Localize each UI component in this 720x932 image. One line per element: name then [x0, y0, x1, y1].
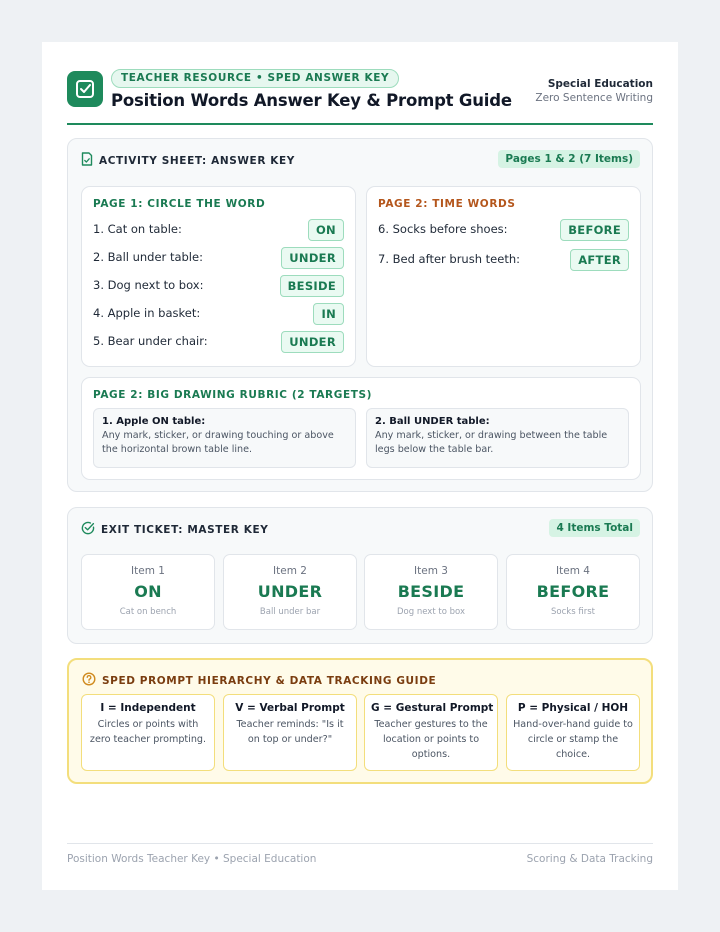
prompt-level-card: [364, 694, 498, 771]
footer-right: Scoring & Data Tracking: [526, 853, 653, 865]
prompt-level-title: G = Gestural Prompt: [371, 702, 494, 714]
exit-ticket-section: [67, 507, 653, 644]
answer-chip: BEFORE: [560, 219, 629, 241]
answer-chip: UNDER: [281, 247, 344, 269]
prompt-level-desc: Teacher gestures to the location or points to options.: [374, 719, 488, 760]
exit-item-answer: ON: [134, 582, 162, 601]
header-meta: [535, 78, 653, 104]
exit-item-answer: BESIDE: [397, 582, 465, 601]
answer-key-page: [42, 42, 678, 890]
page-title: Position Words Answer Key & Prompt Guide: [111, 91, 512, 110]
exit-item-number: Item 4: [556, 565, 590, 577]
rubric-target-title: 2. Ball UNDER table:: [375, 416, 490, 427]
prompt-level-desc: Teacher reminds: "Is it on top or under?": [236, 719, 344, 745]
resource-pill: TEACHER RESOURCE • SPED ANSWER KEY: [111, 69, 399, 88]
exit-item: [223, 554, 357, 630]
answer-row: [378, 219, 629, 241]
exit-ticket-badge: 4 Items Total: [549, 519, 640, 537]
question-text: 7. Bed after brush teeth:: [378, 252, 520, 266]
answer-row: [93, 219, 344, 241]
prompt-level-title: P = Physical / HOH: [517, 702, 629, 714]
unit-label: Zero Sentence Writing: [535, 92, 653, 104]
answer-chip: UNDER: [281, 331, 344, 353]
help-circle-icon: [82, 672, 96, 689]
subject-label: Special Education: [547, 78, 653, 90]
rubric-card: [81, 377, 641, 480]
answer-row: [93, 247, 344, 269]
check-circle-icon: [81, 521, 95, 538]
answer-chip: AFTER: [570, 249, 629, 271]
prompt-level-card: [506, 694, 640, 771]
prompt-level-desc: Hand-over-hand guide to circle or stamp the choice.: [513, 719, 633, 760]
exit-item-hint: Dog next to box: [397, 607, 465, 617]
document-icon: [81, 152, 93, 169]
exit-item-number: Item 1: [131, 565, 165, 577]
exit-item: [506, 554, 640, 630]
prompt-level-card: [223, 694, 357, 771]
exit-item: [81, 554, 215, 630]
exit-item-number: Item 2: [273, 565, 307, 577]
prompt-level-title: I = Independent: [100, 702, 196, 714]
rubric-target-desc: Any mark, sticker, or drawing touching or above the horizontal brown table line.: [102, 430, 334, 455]
answer-chip: BESIDE: [280, 275, 344, 297]
exit-item-hint: Ball under bar: [259, 607, 321, 617]
activity-heading: [81, 152, 295, 169]
answer-row: [378, 249, 629, 271]
rubric-target: [366, 408, 629, 468]
footer-left: Position Words Teacher Key • Special Education: [67, 853, 317, 865]
question-text: 5. Bear under chair:: [93, 334, 208, 348]
answer-chip: ON: [308, 219, 344, 241]
question-text: 3. Dog next to box:: [93, 278, 204, 292]
rubric-target-desc: Any mark, sticker, or drawing between the table legs below the table bar.: [375, 430, 608, 455]
page1-card: [81, 186, 356, 367]
prompt-level-card: [81, 694, 215, 771]
exit-item-hint: Socks first: [551, 607, 595, 617]
prompt-heading: [82, 672, 436, 689]
page1-heading: PAGE 1: CIRCLE THE WORD: [93, 198, 266, 210]
activity-title: ACTIVITY SHEET: ANSWER KEY: [99, 154, 295, 167]
prompt-level-desc: Circles or points with zero teacher prompting.: [89, 719, 207, 745]
prompt-hierarchy-section: [67, 658, 653, 784]
question-text: 4. Apple in basket:: [93, 306, 201, 320]
exit-item-answer: BEFORE: [536, 582, 610, 601]
rubric-target: [93, 408, 356, 468]
prompt-title: SPED PROMPT HIERARCHY & DATA TRACKING GUIDE: [102, 674, 437, 687]
activity-badge: Pages 1 & 2 (7 Items): [498, 150, 640, 168]
page-footer: [67, 843, 653, 865]
exit-item-answer: UNDER: [257, 582, 323, 601]
exit-ticket-heading: [81, 521, 268, 538]
question-text: 2. Ball under table:: [93, 250, 203, 264]
answer-row: [93, 275, 344, 297]
answer-row: [93, 331, 344, 353]
page2-card: [366, 186, 641, 367]
exit-ticket-title: EXIT TICKET: MASTER KEY: [101, 523, 269, 536]
rubric-heading: PAGE 2: BIG DRAWING RUBRIC (2 TARGETS): [93, 389, 373, 401]
exit-item-hint: Cat on bench: [119, 607, 177, 617]
activity-section: [67, 138, 653, 492]
rubric-target-title: 1. Apple ON table:: [102, 416, 206, 427]
page-header: [67, 69, 653, 125]
exit-item-number: Item 3: [414, 565, 448, 577]
answer-row: [93, 303, 344, 325]
page2-heading: PAGE 2: TIME WORDS: [378, 198, 516, 210]
exit-item: [364, 554, 498, 630]
answer-chip: IN: [313, 303, 344, 325]
prompt-level-title: V = Verbal Prompt: [235, 702, 345, 714]
question-text: 6. Socks before shoes:: [378, 222, 508, 236]
checkbox-icon: [67, 71, 103, 107]
question-text: 1. Cat on table:: [93, 222, 182, 236]
